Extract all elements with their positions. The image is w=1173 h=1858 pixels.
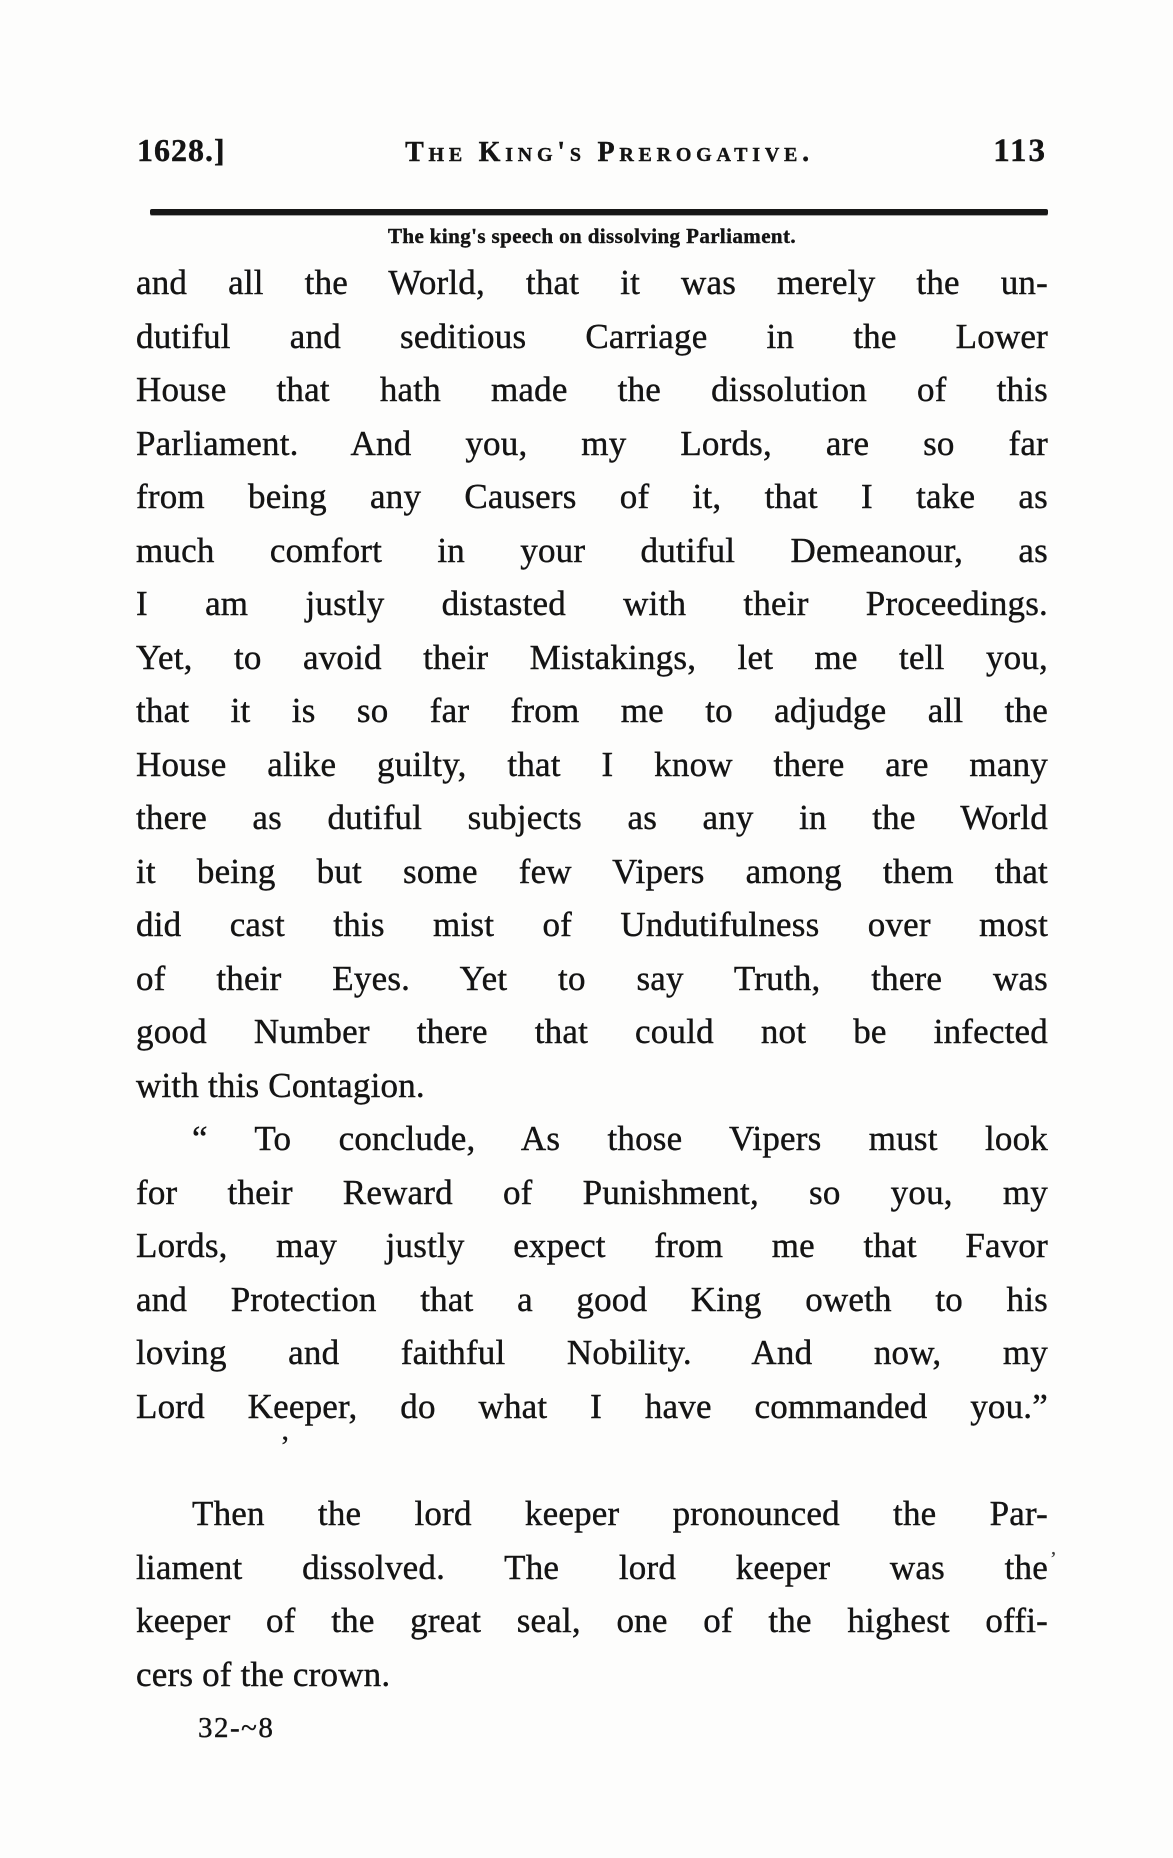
text-line: for their Reward of Punishment, so you, my [136, 1172, 1048, 1212]
section-caption: The king's speech on dissolving Parliament. [387, 224, 797, 248]
text-line: Lord Keeper, do what I have commanded you.” [136, 1386, 1048, 1426]
running-head [137, 132, 1047, 170]
text-line: Parliament. And you, my Lords, are so far [136, 423, 1048, 463]
text-line: did cast this mist of Undutifulness over most [136, 905, 1048, 944]
header-date: 1628.] [137, 132, 226, 168]
paragraph [136, 1487, 1048, 1701]
text-line: keeper of the great seal, one of the highest offi- [136, 1601, 1048, 1640]
header-rule [150, 209, 1048, 215]
text-line: Then the lord keeper pronounced the Par- [192, 1494, 1048, 1533]
text-line: that it is so far from me to adjudge all the [136, 691, 1048, 730]
header-page-number: 113 [993, 133, 1047, 169]
paragraph [136, 1112, 1048, 1433]
text-line: with this Contagion. [136, 1065, 425, 1105]
text-line: liament dissolved. The lord keeper was the [136, 1547, 1048, 1587]
text-line: dutiful and seditious Carriage in the Lower [136, 316, 1048, 356]
text-line: there as dutiful subjects as any in the World [136, 798, 1048, 837]
text-line: and all the World, that it was merely the un- [136, 263, 1048, 302]
text-line: good Number there that could not be infected [136, 1012, 1048, 1051]
paragraph [136, 256, 1048, 1112]
text-line: “ To conclude, As those Vipers must look [192, 1119, 1048, 1158]
body-text [136, 256, 1048, 1756]
text-line: Yet, to avoid their Mistakings, let me tell you, [136, 637, 1048, 677]
text-line: loving and faithful Nobility. And now, my [136, 1333, 1048, 1372]
text-line: of their Eyes. Yet to say Truth, there was [136, 958, 1048, 998]
text-line: cers of the crown. [136, 1654, 391, 1694]
scan-artifact-mark: ’ [280, 1430, 290, 1463]
text-line: I am justly distasted with their Proceedings. [136, 584, 1048, 623]
signature-mark: 32-~8 [198, 1712, 275, 1744]
text-line: it being but some few Vipers among them that [136, 851, 1048, 891]
header-title: The King's Prerogative. [405, 137, 814, 168]
text-line: House alike guilty, that I know there are many [136, 744, 1048, 784]
text-line: from being any Causers of it, that I take as [136, 477, 1048, 516]
text-line: and Protection that a good King oweth to his [136, 1279, 1048, 1319]
text-line: much comfort in your dutiful Demeanour, as [136, 530, 1048, 570]
scan-artifact-mark: ’ [1050, 1548, 1057, 1570]
text-line: Lords, may justly expect from me that Favor [136, 1226, 1048, 1265]
text-line: House that hath made the dissolution of this [136, 370, 1048, 409]
